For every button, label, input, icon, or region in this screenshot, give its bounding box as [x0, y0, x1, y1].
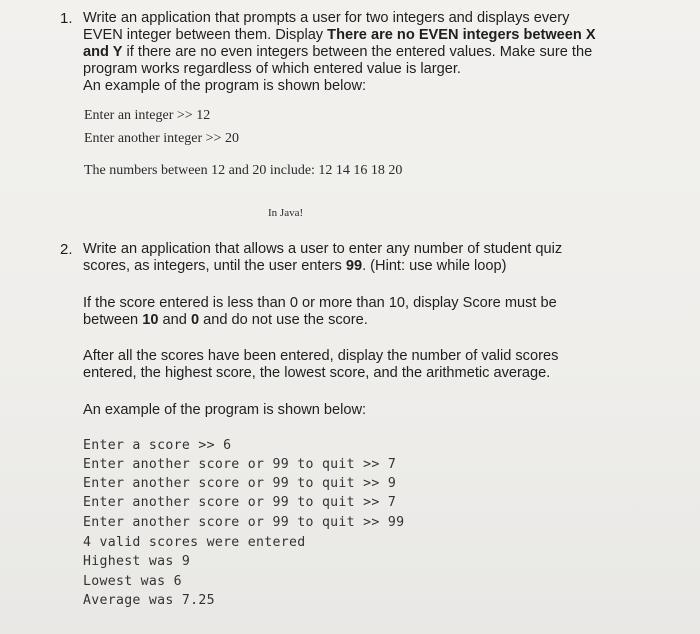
q2-summary-line-2: entered, the highest score, the lowest score, and the arithmetic average.	[83, 365, 551, 381]
console-line: Enter a score >> 6	[83, 438, 232, 453]
console-line: Enter another score or 99 to quit >> 99	[83, 515, 405, 530]
q2-intro-line-1: Write an application that allows a user to enter any number of student quiz	[83, 241, 563, 257]
q1-example-result: The numbers between 12 and 20 include: 12 14 16 18 20	[84, 163, 403, 178]
question-2-rule	[83, 295, 663, 329]
question-2-summary	[83, 348, 663, 382]
q1-line-2: EVEN integer between them. Display There are no EVEN integers between X	[83, 27, 596, 43]
console-line: Highest was 9	[83, 554, 191, 569]
q1-line-5: An example of the program is shown below:	[83, 78, 367, 94]
handwritten-note: In Java!	[268, 207, 304, 219]
console-line: Enter another score or 99 to quit >> 7	[83, 495, 397, 510]
q2-example-intro: An example of the program is shown below:	[83, 402, 367, 418]
console-line: Average was 7.25	[83, 593, 215, 608]
console-line: Lowest was 6	[83, 574, 182, 589]
question-2-intro	[83, 241, 663, 275]
q1-line-1: Write an application that prompts a user for two integers and displays every	[83, 10, 570, 26]
q1-line-4: program works regardless of which entered value is larger.	[83, 61, 461, 77]
console-line: Enter another score or 99 to quit >> 7	[83, 457, 397, 472]
q1-example-prompt-1: Enter an integer >> 12	[84, 108, 211, 123]
question-1-number: 1.	[60, 10, 73, 27]
q1-line-3: and Y if there are no even integers between the entered values. Make sure the	[83, 44, 593, 60]
q1-example-prompt-2: Enter another integer >> 20	[84, 131, 239, 146]
question-1-text	[83, 10, 663, 95]
q1-bold-message: There are no EVEN integers between X	[327, 27, 596, 43]
q2-rule-line-1: If the score entered is less than 0 or more than 10, display Score must be	[83, 295, 557, 311]
console-line: Enter another score or 99 to quit >> 9	[83, 476, 397, 491]
q2-intro-line-2: scores, as integers, until the user enters 99. (Hint: use while loop)	[83, 258, 507, 274]
console-line: 4 valid scores were entered	[83, 535, 306, 550]
question-2-number: 2.	[60, 241, 73, 258]
q2-rule-line-2: between 10 and 0 and do not use the score.	[83, 312, 368, 328]
q2-summary-line-1: After all the scores have been entered, display the number of valid scores	[83, 348, 559, 364]
